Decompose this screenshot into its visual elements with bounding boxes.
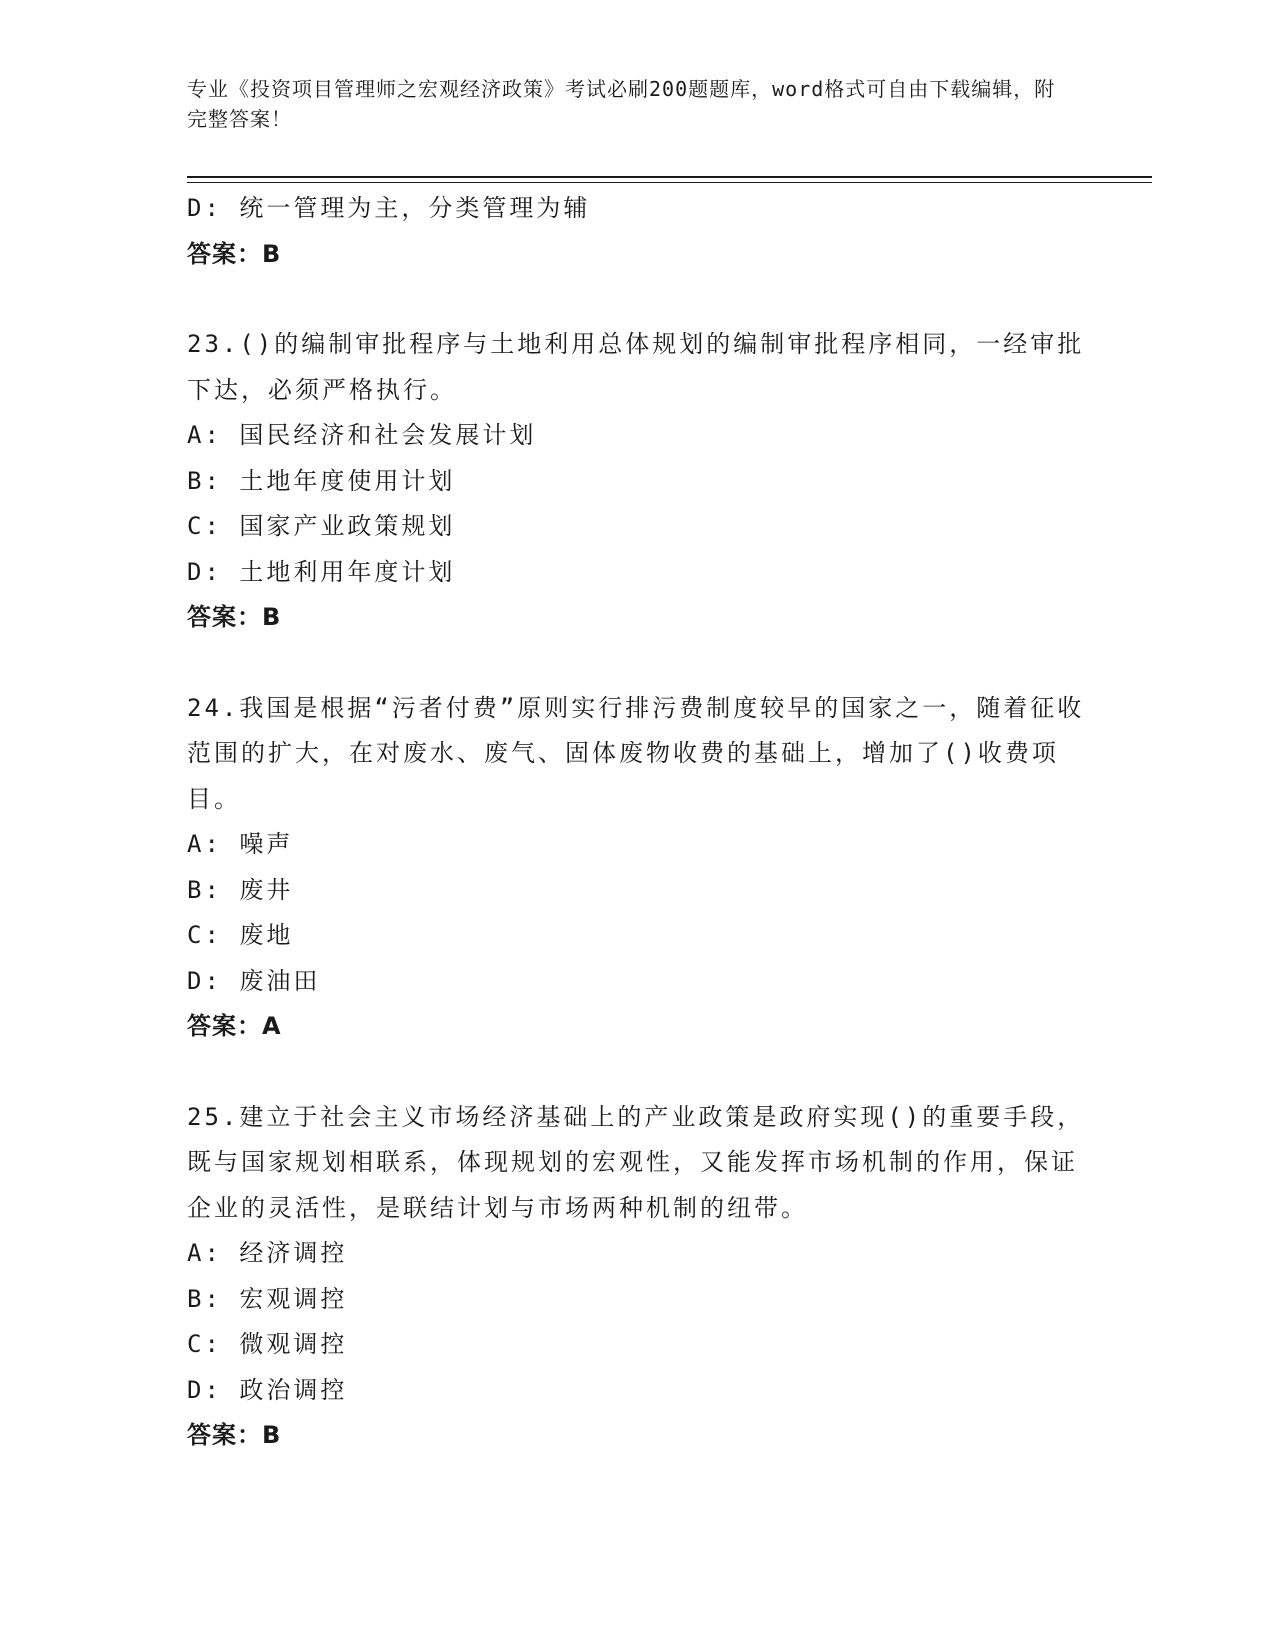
option-b: B: 废井	[187, 875, 294, 904]
carryover-block	[187, 186, 1087, 277]
option-d: D: 土地利用年度计划	[187, 557, 456, 586]
option-c: C: 微观调控	[187, 1330, 348, 1358]
option-d: D: 政治调控	[187, 1375, 348, 1404]
answer-line: 答案：B	[187, 603, 282, 631]
option-a: A: 经济调控	[187, 1239, 348, 1267]
question-24	[187, 686, 1087, 1050]
question-stem: 23.()的编制审批程序与土地利用总体规划的编制审批程序相同，一经审批下达，必须严格执行。	[187, 330, 1085, 404]
header-divider-thick	[187, 176, 1152, 178]
header-text: 专业《投资项目管理师之宏观经济政策》考试必刷200题题库，word格式可自由下载编辑，附完整答案！	[187, 77, 1056, 131]
question-content	[187, 186, 1087, 1459]
option-b: B: 宏观调控	[187, 1284, 348, 1313]
answer-line: 答案：B	[187, 1421, 282, 1449]
header-divider-thin	[187, 182, 1152, 183]
option-a: A: 国民经济和社会发展计划	[187, 421, 537, 449]
question-stem: 25.建立于社会主义市场经济基础上的产业政策是政府实现()的重要手段，既与国家规划相联系，体现规划的宏观性，又能发挥市场机制的作用，保证企业的灵活性，是联结计划与市场两种机制的纽带。	[187, 1102, 1085, 1222]
option-a: A: 噪声	[187, 830, 294, 858]
carryover-option-d: D: 统一管理为主，分类管理为辅	[187, 194, 591, 222]
option-c: C: 国家产业政策规划	[187, 512, 456, 540]
option-b: B: 土地年度使用计划	[187, 466, 456, 495]
carryover-answer: 答案：B	[187, 239, 282, 268]
question-stem: 24.我国是根据“污者付费”原则实行排污费制度较早的国家之一，随着征收范围的扩大，在对废水、废气、固体废物收费的基础上，增加了()收费项目。	[187, 693, 1085, 813]
option-d: D: 废油田	[187, 966, 321, 995]
question-25	[187, 1095, 1087, 1459]
answer-line: 答案：A	[187, 1012, 282, 1040]
question-23	[187, 322, 1087, 641]
option-c: C: 废地	[187, 921, 294, 949]
page-header	[187, 74, 1067, 134]
